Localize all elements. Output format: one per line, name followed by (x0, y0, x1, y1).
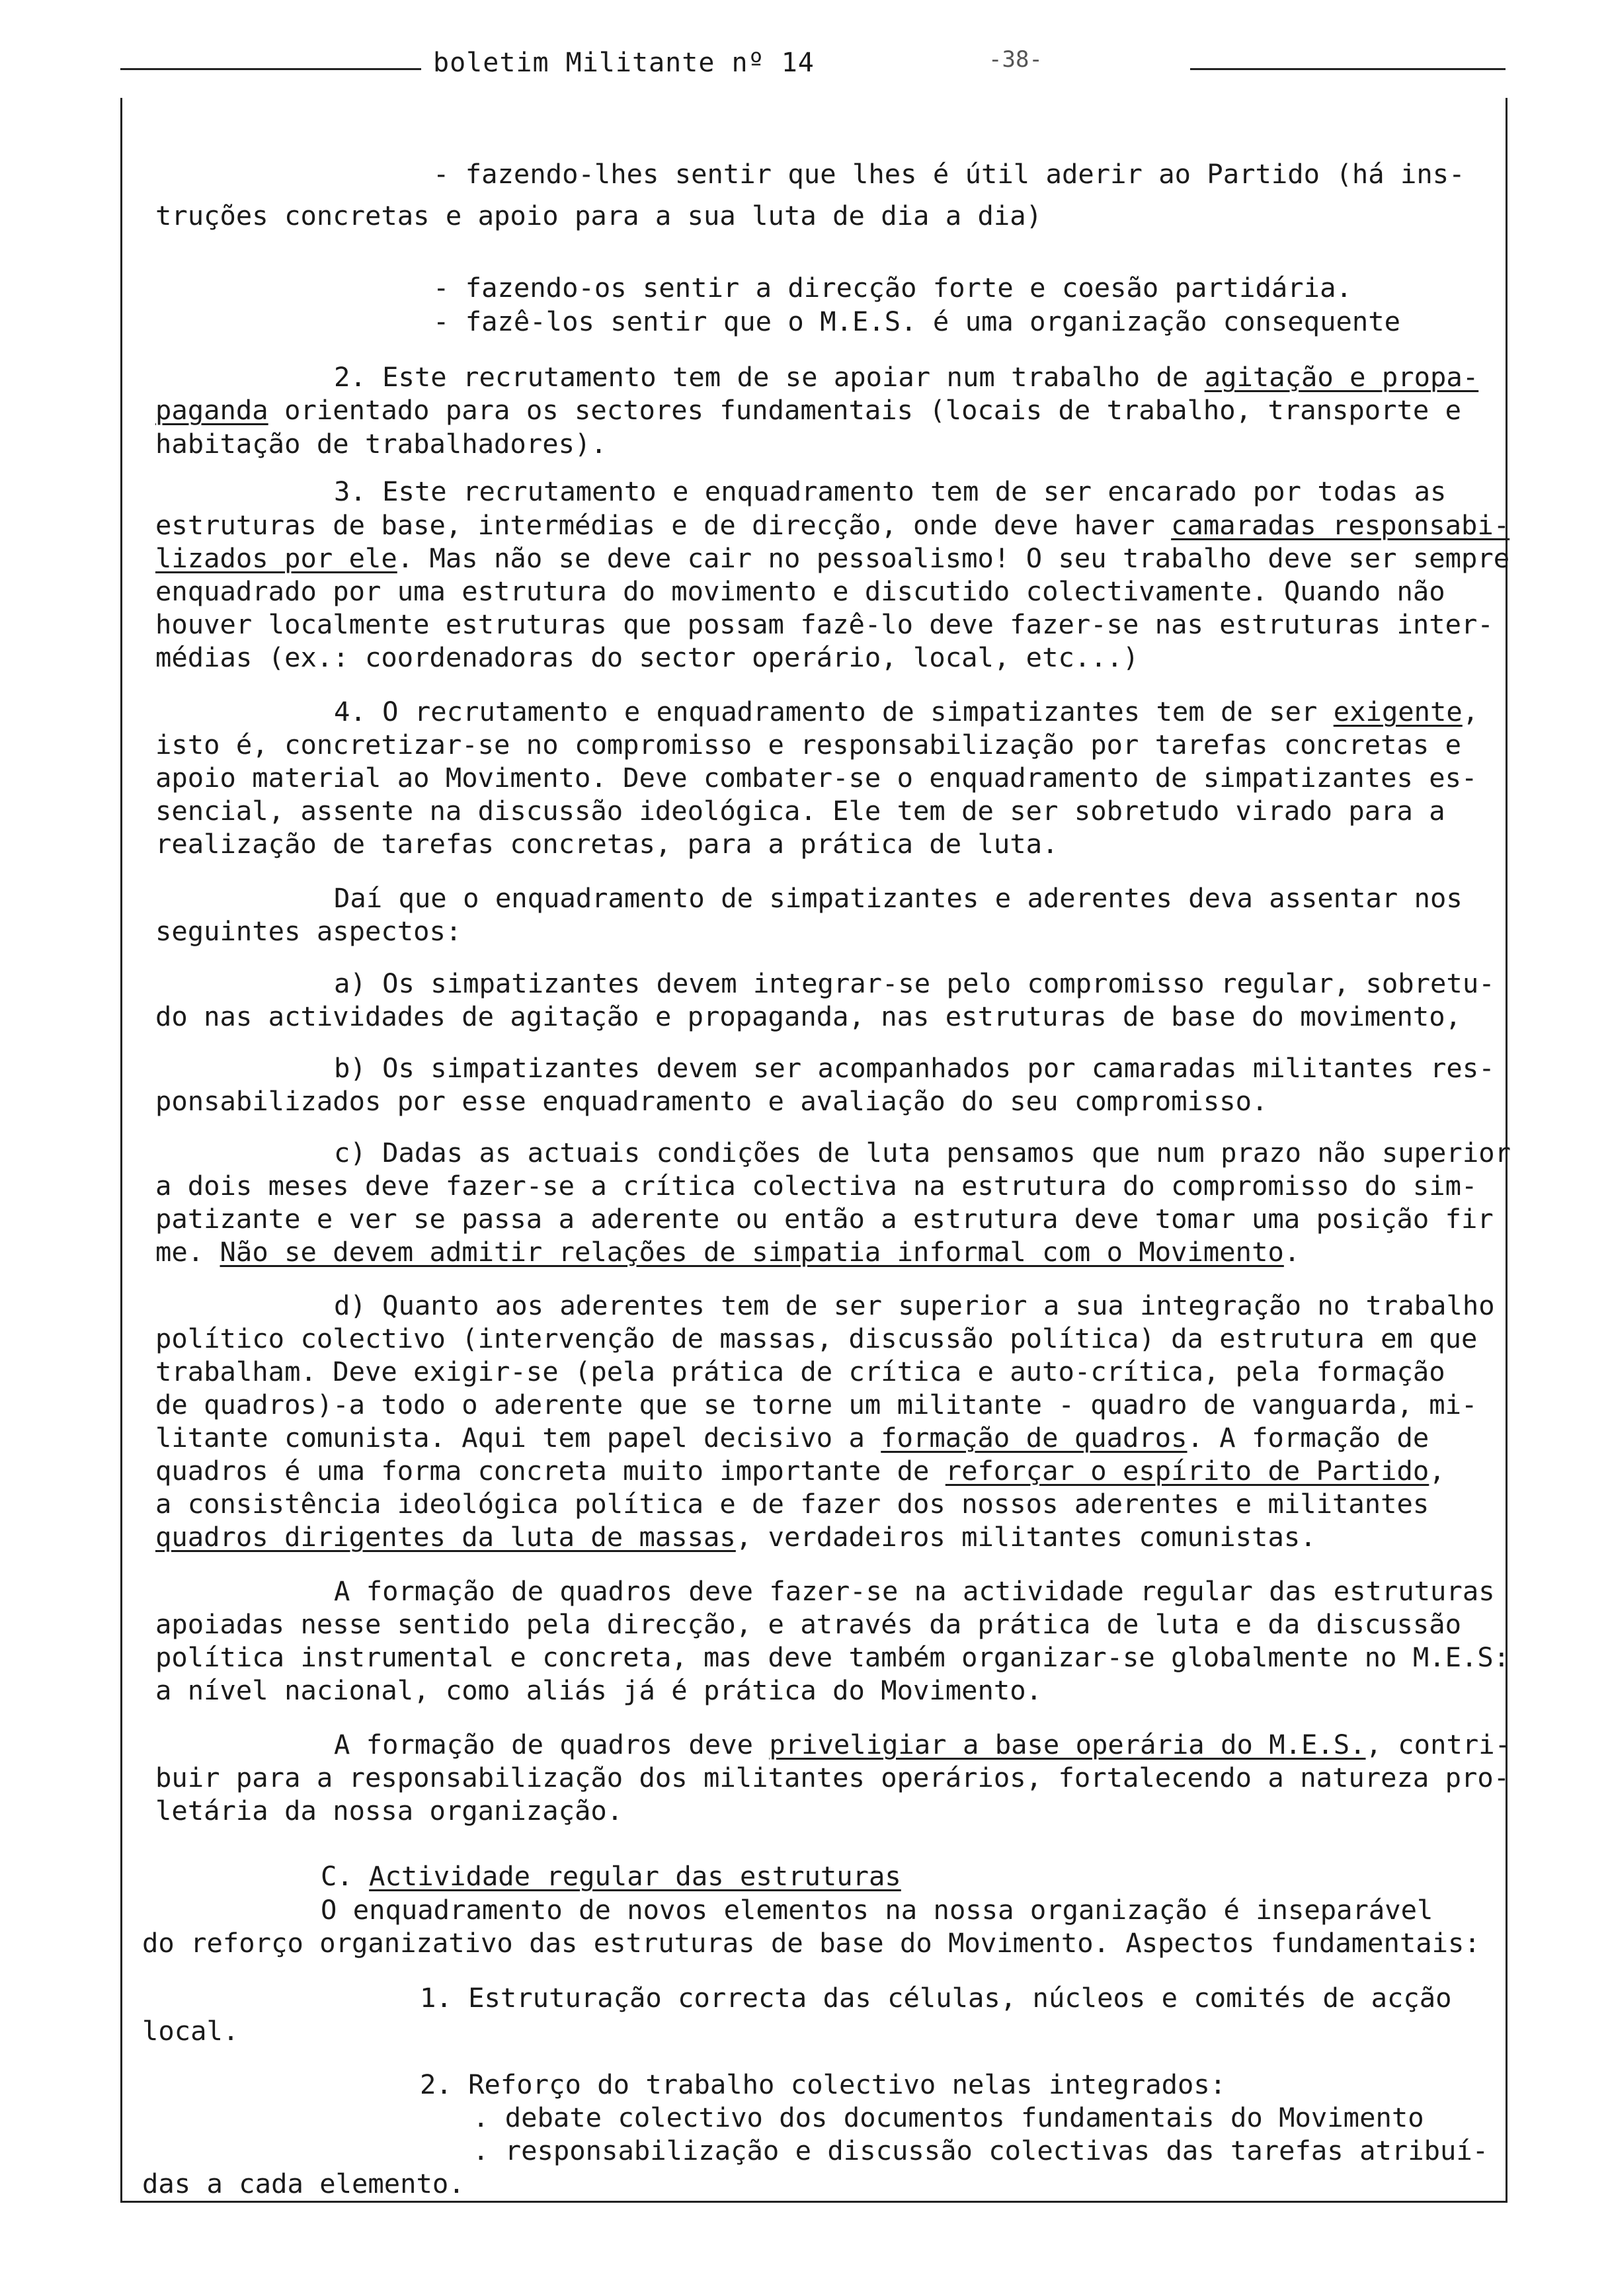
underlined-text: exigente (1333, 696, 1463, 727)
text-line (334, 694, 1478, 729)
text-line: O enquadramento de novos elementos na nossa organização é inseparável (321, 1894, 1433, 1926)
text-line (155, 393, 1461, 427)
text-line: truções concretas e apoio para a sua luta de dia a dia) (155, 200, 1043, 231)
text-span: , (1429, 1455, 1445, 1487)
text-line (155, 1420, 1429, 1455)
text-line (334, 360, 1478, 394)
text-line: buir para a responsabilização dos militantes operários, fortalecendo a natureza pro- (155, 1762, 1510, 1793)
text-line: política instrumental e concreta, mas deve também organizar-se globalmente no M.E.S: (155, 1641, 1510, 1673)
text-line: ponsabilizados por esse enquadramento e avaliação do seu compromisso. (155, 1085, 1268, 1117)
text-line: a consistência ideológica política e de fazer dos nossos aderentes e militantes (155, 1488, 1429, 1520)
underlined-text: camaradas responsabi- (1171, 509, 1510, 541)
text-span: 2. Este recrutamento tem de se apoiar num trabalho de (334, 361, 1205, 393)
text-line (155, 1235, 1300, 1269)
text-line: isto é, concretizar-se no compromisso e responsabilização por tarefas concretas e (155, 729, 1462, 760)
text-span: , (1462, 696, 1479, 727)
page-number: -38- (988, 46, 1043, 73)
text-line: a nível nacional, como aliás já é prática do Movimento. (155, 1674, 1043, 1706)
text-span: me. (155, 1236, 220, 1268)
text-line: de quadros)-a todo o aderente que se torne um militante - quadro de vanguarda, mi- (155, 1389, 1478, 1420)
underlined-text: lizados por ele (155, 542, 397, 574)
text-line (155, 1520, 1316, 1554)
underlined-text: quadros dirigentes da luta de massas (155, 1521, 736, 1553)
underlined-text: paganda (155, 394, 268, 426)
text-line: realização de tarefas concretas, para a prática de luta. (155, 828, 1059, 860)
text-line: apoio material ao Movimento. Deve combater-se o enquadramento de simpatizantes es- (155, 762, 1478, 794)
text-line (155, 508, 1509, 542)
text-line: A formação de quadros deve fazer-se na actividade regular das estruturas (334, 1575, 1495, 1607)
underlined-text: Actividade regular das estruturas (369, 1860, 901, 1892)
text-span: orientado para os sectores fundamentais (locais de trabalho, transporte e (268, 394, 1462, 426)
text-line: a dois meses deve fazer-se a crítica colectiva na estrutura do compromisso do sim- (155, 1170, 1478, 1202)
text-span: litante comunista. Aqui tem papel decisivo a (155, 1422, 881, 1454)
text-line: . debate colectivo dos documentos fundamentais do Movimento (473, 2102, 1424, 2133)
underlined-text: formação de quadros (881, 1422, 1187, 1454)
text-span: , contri- (1365, 1729, 1511, 1760)
text-line (155, 1454, 1445, 1488)
text-line: local. (142, 2015, 239, 2047)
text-line: sencial, assente na discussão ideológica. Ele tem de ser sobretudo virado para a (155, 795, 1445, 827)
text-line: d) Quanto aos aderentes tem de ser superior a sua integração no trabalho (334, 1290, 1495, 1321)
text-line: c) Dadas as actuais condições de luta pensamos que num prazo não superior (334, 1137, 1511, 1168)
text-line: trabalham. Deve exigir-se (pela prática de crítica e auto-crítica, pela formação (155, 1356, 1445, 1387)
text-span: A formação de quadros deve (334, 1729, 770, 1760)
text-line: seguintes aspectos: (155, 915, 462, 947)
text-line (334, 1727, 1511, 1762)
text-line: b) Os simpatizantes devem ser acompanhados por camaradas militantes res- (334, 1052, 1495, 1084)
text-line: enquadrado por uma estrutura do movimento e discutido colectivamente. Quando não (155, 575, 1445, 607)
underlined-text: priveligiar a base operária do M.E.S. (769, 1729, 1366, 1760)
text-line: das a cada elemento. (142, 2168, 465, 2199)
text-line: 3. Este recrutamento e enquadramento tem de ser encarado por todas as (334, 475, 1447, 507)
text-line: letária da nossa organização. (155, 1795, 623, 1826)
text-line (155, 541, 1509, 575)
text-line: houver localmente estruturas que possam fazê-lo deve fazer-se nas estruturas inter- (155, 608, 1494, 640)
text-line: . responsabilização e discussão colectivas das tarefas atribuí- (473, 2135, 1489, 2166)
text-line: - fazendo-os sentir a direcção forte e coesão partidária. (433, 272, 1352, 304)
text-line: 1. Estruturação correcta das células, núcleos e comités de acção (420, 1982, 1452, 2014)
text-span: . A formação de (1187, 1422, 1429, 1454)
text-span: estruturas de base, intermédias e de direcção, onde deve haver (155, 509, 1172, 541)
header-rule-right (1190, 68, 1506, 70)
text-line: patizante e ver se passa a aderente ou então a estrutura deve tomar uma posição fir (155, 1203, 1494, 1235)
text-line: Daí que o enquadramento de simpatizantes e aderentes deva assentar nos (334, 882, 1463, 914)
header-rule-left (120, 68, 421, 70)
section-heading (321, 1859, 901, 1893)
text-line: apoiadas nesse sentido pela direcção, e através da prática de luta e da discussão (155, 1608, 1462, 1640)
text-span: . (1283, 1236, 1301, 1268)
text-line: médias (ex.: coordenadoras do sector operário, local, etc...) (155, 641, 1139, 673)
underlined-text: agitação e propa- (1204, 361, 1479, 393)
header-title: boletim Militante nº 14 (433, 48, 815, 78)
text-line: habitação de trabalhadores). (155, 428, 607, 460)
underlined-text: reforçar o espírito de Partido (945, 1455, 1429, 1487)
text-span: , verdadeiros militantes comunistas. (735, 1521, 1316, 1553)
text-line: do reforço organizativo das estruturas de base do Movimento. Aspectos fundamentais: (142, 1927, 1480, 1959)
text-span: . Mas não se deve cair no pessoalismo! O seu trabalho deve ser sempre (397, 542, 1510, 574)
text-line: a) Os simpatizantes devem integrar-se pelo compromisso regular, sobretu- (334, 967, 1495, 999)
text-span: C. (321, 1860, 370, 1892)
text-line: político colectivo (intervenção de massas, discussão política) da estrutura em que (155, 1323, 1478, 1354)
text-line: - fazendo-lhes sentir que lhes é útil aderir ao Partido (há ins- (433, 158, 1465, 190)
text-line: - fazê-los sentir que o M.E.S. é uma organização consequente (433, 306, 1400, 337)
underlined-text: Não se devem admitir relações de simpatia informal com o Movimento (220, 1236, 1284, 1268)
text-span: 4. O recrutamento e enquadramento de simpatizantes tem de ser (334, 696, 1334, 727)
text-line: do nas actividades de agitação e propaganda, nas estruturas de base do movimento, (155, 1001, 1462, 1032)
text-line: 2. Reforço do trabalho colectivo nelas integrados: (420, 2069, 1226, 2100)
text-span: quadros é uma forma concreta muito importante de (155, 1455, 945, 1487)
